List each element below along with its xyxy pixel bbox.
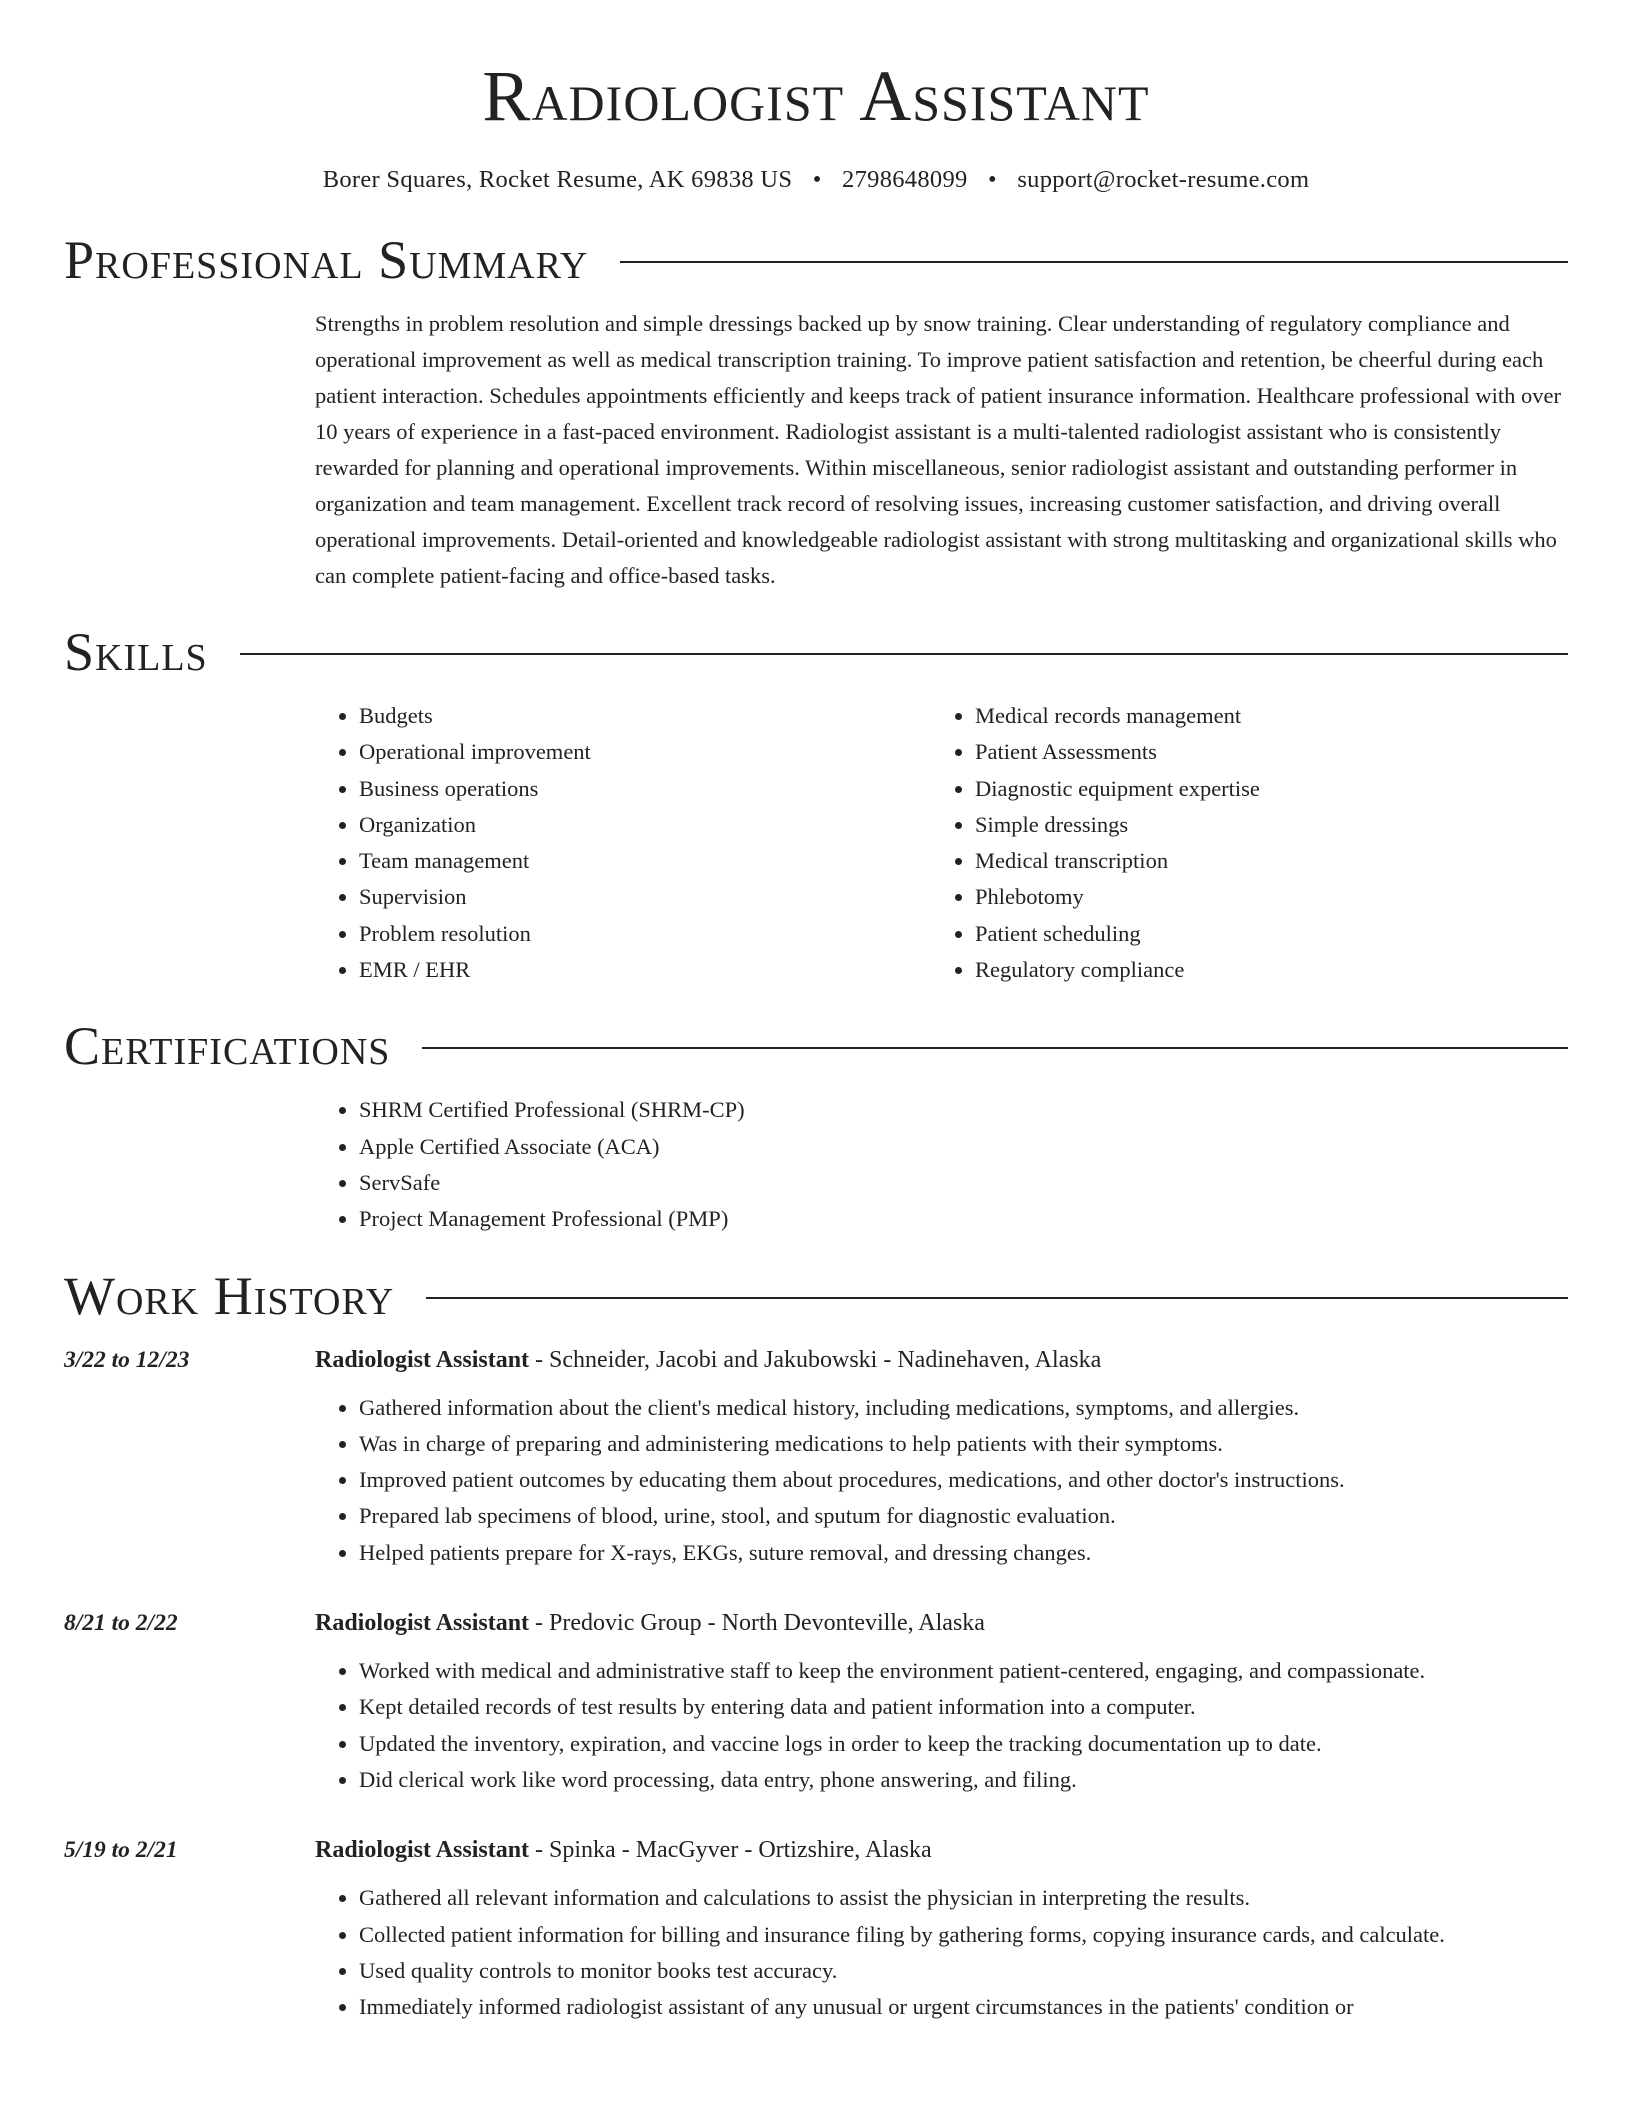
- job-bullet: • Was in charge of preparing and administering medications to help patients with their symptoms.: [359, 1426, 1568, 1462]
- skills-list-right: [931, 698, 1547, 988]
- skill-item: • Phlebotomy: [975, 879, 1547, 915]
- job-bullet: • Gathered information about the client's medical history, including medications, symptoms, and allergies.: [359, 1390, 1568, 1426]
- section-header: [64, 1016, 1568, 1076]
- section-title-summary: Professional Summary: [64, 230, 589, 290]
- job-employer-location: - Spinka - MacGyver - Ortizshire, Alaska: [529, 1837, 932, 1864]
- certification-item: • Project Management Professional (PMP): [359, 1201, 1568, 1237]
- resume-header: [64, 0, 1568, 194]
- contact-line: [64, 166, 1568, 194]
- skills-column-left: [315, 698, 931, 988]
- section-header: [64, 1266, 1568, 1326]
- contact-address: Borer Squares, Rocket Resume, AK 69838 US: [322, 166, 793, 193]
- job-bullet: • Improved patient outcomes by educating them about procedures, medications, and other doctor's instructions.: [359, 1462, 1568, 1498]
- section-header: [64, 622, 1568, 682]
- skills-body: [315, 698, 1568, 988]
- certifications-list: [315, 1092, 1568, 1237]
- summary-section: [64, 230, 1568, 594]
- job-bullet: • Prepared lab specimens of blood, urine, stool, and sputum for diagnostic evaluation.: [359, 1498, 1568, 1534]
- summary-body: [315, 306, 1568, 594]
- job-bullet: • Gathered all relevant information and calculations to assist the physician in interpreting the results.: [359, 1880, 1568, 1916]
- job-headline: [315, 1603, 1568, 1643]
- job-bullet: • Did clerical work like word processing, data entry, phone answering, and filing.: [359, 1762, 1568, 1798]
- certification-item: • Apple Certified Associate (ACA): [359, 1129, 1568, 1165]
- skill-item: • Team management: [359, 843, 931, 879]
- job-bullet: • Updated the inventory, expiration, and vaccine logs in order to keep the tracking documentation up to date.: [359, 1726, 1568, 1762]
- job-title: Radiologist Assistant: [315, 1837, 530, 1864]
- job-entry: [64, 1340, 1568, 1571]
- job-details: [315, 1340, 1568, 1571]
- skill-item: • Supervision: [359, 879, 931, 915]
- job-title: Radiologist Assistant: [315, 1346, 530, 1373]
- section-title-certifications: Certifications: [64, 1016, 391, 1077]
- skill-item: • Problem resolution: [359, 916, 931, 952]
- job-bullet: • Used quality controls to monitor books test accuracy.: [359, 1953, 1568, 1989]
- summary-text: Strengths in problem resolution and simple dressings backed up by snow training. Clear understanding of regulatory compliance and operational improvement as well as medical transcription training. To improve patient satisfaction and retention, be cheerful during each patient interaction. Schedules appointments efficiently and keeps track of patient insurance information. Healthcare professional with over 10 years of experience in a fast-paced environment. Radiologist assistant is a multi-talented radiologist assistant who is consistently rewarded for planning and operational improvements. Within miscellaneous, senior radiologist assistant and outstanding performer in organization and team management. Excellent track record of resolving issues, increasing customer satisfaction, and driving overall operational improvements. Detail-oriented and knowledgeable radiologist assistant with strong multitasking and organizational skills who can complete patient-facing and office-based tasks.: [315, 311, 1562, 588]
- skills-column-right: [931, 698, 1547, 988]
- job-dates: 3/22 to 12/23: [64, 1346, 190, 1373]
- section-title-skills: Skills: [64, 622, 208, 682]
- contact-separator: •: [987, 166, 997, 193]
- skill-item: • Simple dressings: [975, 807, 1547, 843]
- section-divider: [620, 261, 1568, 263]
- contact-separator: •: [812, 166, 822, 193]
- section-divider: [422, 1047, 1568, 1049]
- job-bullet: • Immediately informed radiologist assistant of any unusual or urgent circumstances in the patients' condition or: [359, 1989, 1568, 2025]
- certifications-body: [315, 1092, 1568, 1237]
- certifications-section: [64, 1016, 1568, 1237]
- contact-email: support@rocket-resume.com: [1017, 166, 1310, 193]
- job-headline: [315, 1830, 1568, 1870]
- job-title: Radiologist Assistant: [315, 1610, 530, 1637]
- job-bullet: • Kept detailed records of test results by entering data and patient information into a computer.: [359, 1689, 1568, 1725]
- certification-item: • SHRM Certified Professional (SHRM-CP): [359, 1092, 1568, 1128]
- section-divider: [426, 1297, 1568, 1299]
- work-history-list: [64, 1340, 1568, 2026]
- skill-item: • Patient scheduling: [975, 916, 1547, 952]
- job-dates: 8/21 to 2/22: [64, 1610, 178, 1637]
- certification-item: • ServSafe: [359, 1165, 1568, 1201]
- job-entry: [64, 1603, 1568, 1798]
- job-bullet: • Helped patients prepare for X-rays, EKGs, suture removal, and dressing changes.: [359, 1535, 1568, 1571]
- section-divider: [240, 653, 1568, 655]
- section-header: [64, 230, 1568, 290]
- job-bullet: • Worked with medical and administrative staff to keep the environment patient-centered, engaging, and compassionate.: [359, 1653, 1568, 1689]
- skill-item: • Operational improvement: [359, 734, 931, 770]
- job-employer-location: - Schneider, Jacobi and Jakubowski - Nadinehaven, Alaska: [529, 1346, 1102, 1373]
- skill-item: • Budgets: [359, 698, 931, 734]
- skills-columns: [315, 698, 1568, 988]
- skill-item: • Patient Assessments: [975, 734, 1547, 770]
- skill-item: • Organization: [359, 807, 931, 843]
- skill-item: • Diagnostic equipment expertise: [975, 771, 1547, 807]
- section-title-work-history: Work History: [64, 1265, 395, 1326]
- job-employer-location: - Predovic Group - North Devonteville, Alaska: [529, 1610, 985, 1637]
- skill-item: • Medical transcription: [975, 843, 1547, 879]
- skill-item: • EMR / EHR: [359, 952, 931, 988]
- job-details: [315, 1830, 1568, 2025]
- skills-section: [64, 622, 1568, 988]
- job-bullet-list: [315, 1390, 1568, 1571]
- skill-item: • Regulatory compliance: [975, 952, 1547, 988]
- job-dates: 5/19 to 2/21: [64, 1837, 178, 1864]
- contact-phone: 2798648099: [842, 166, 968, 193]
- work-history-section: [64, 1266, 1568, 2026]
- job-bullet-list: [315, 1653, 1568, 1798]
- job-bullet: • Collected patient information for billing and insurance filing by gathering forms, copying insurance cards, and calculate.: [359, 1917, 1568, 1953]
- skill-item: • Medical records management: [975, 698, 1547, 734]
- candidate-name: Radiologist Assistant: [482, 56, 1150, 136]
- job-headline: [315, 1340, 1568, 1380]
- job-entry: [64, 1830, 1568, 2025]
- skill-item: • Business operations: [359, 771, 931, 807]
- job-details: [315, 1603, 1568, 1798]
- skills-list-left: [315, 698, 931, 988]
- job-bullet-list: [315, 1880, 1568, 2025]
